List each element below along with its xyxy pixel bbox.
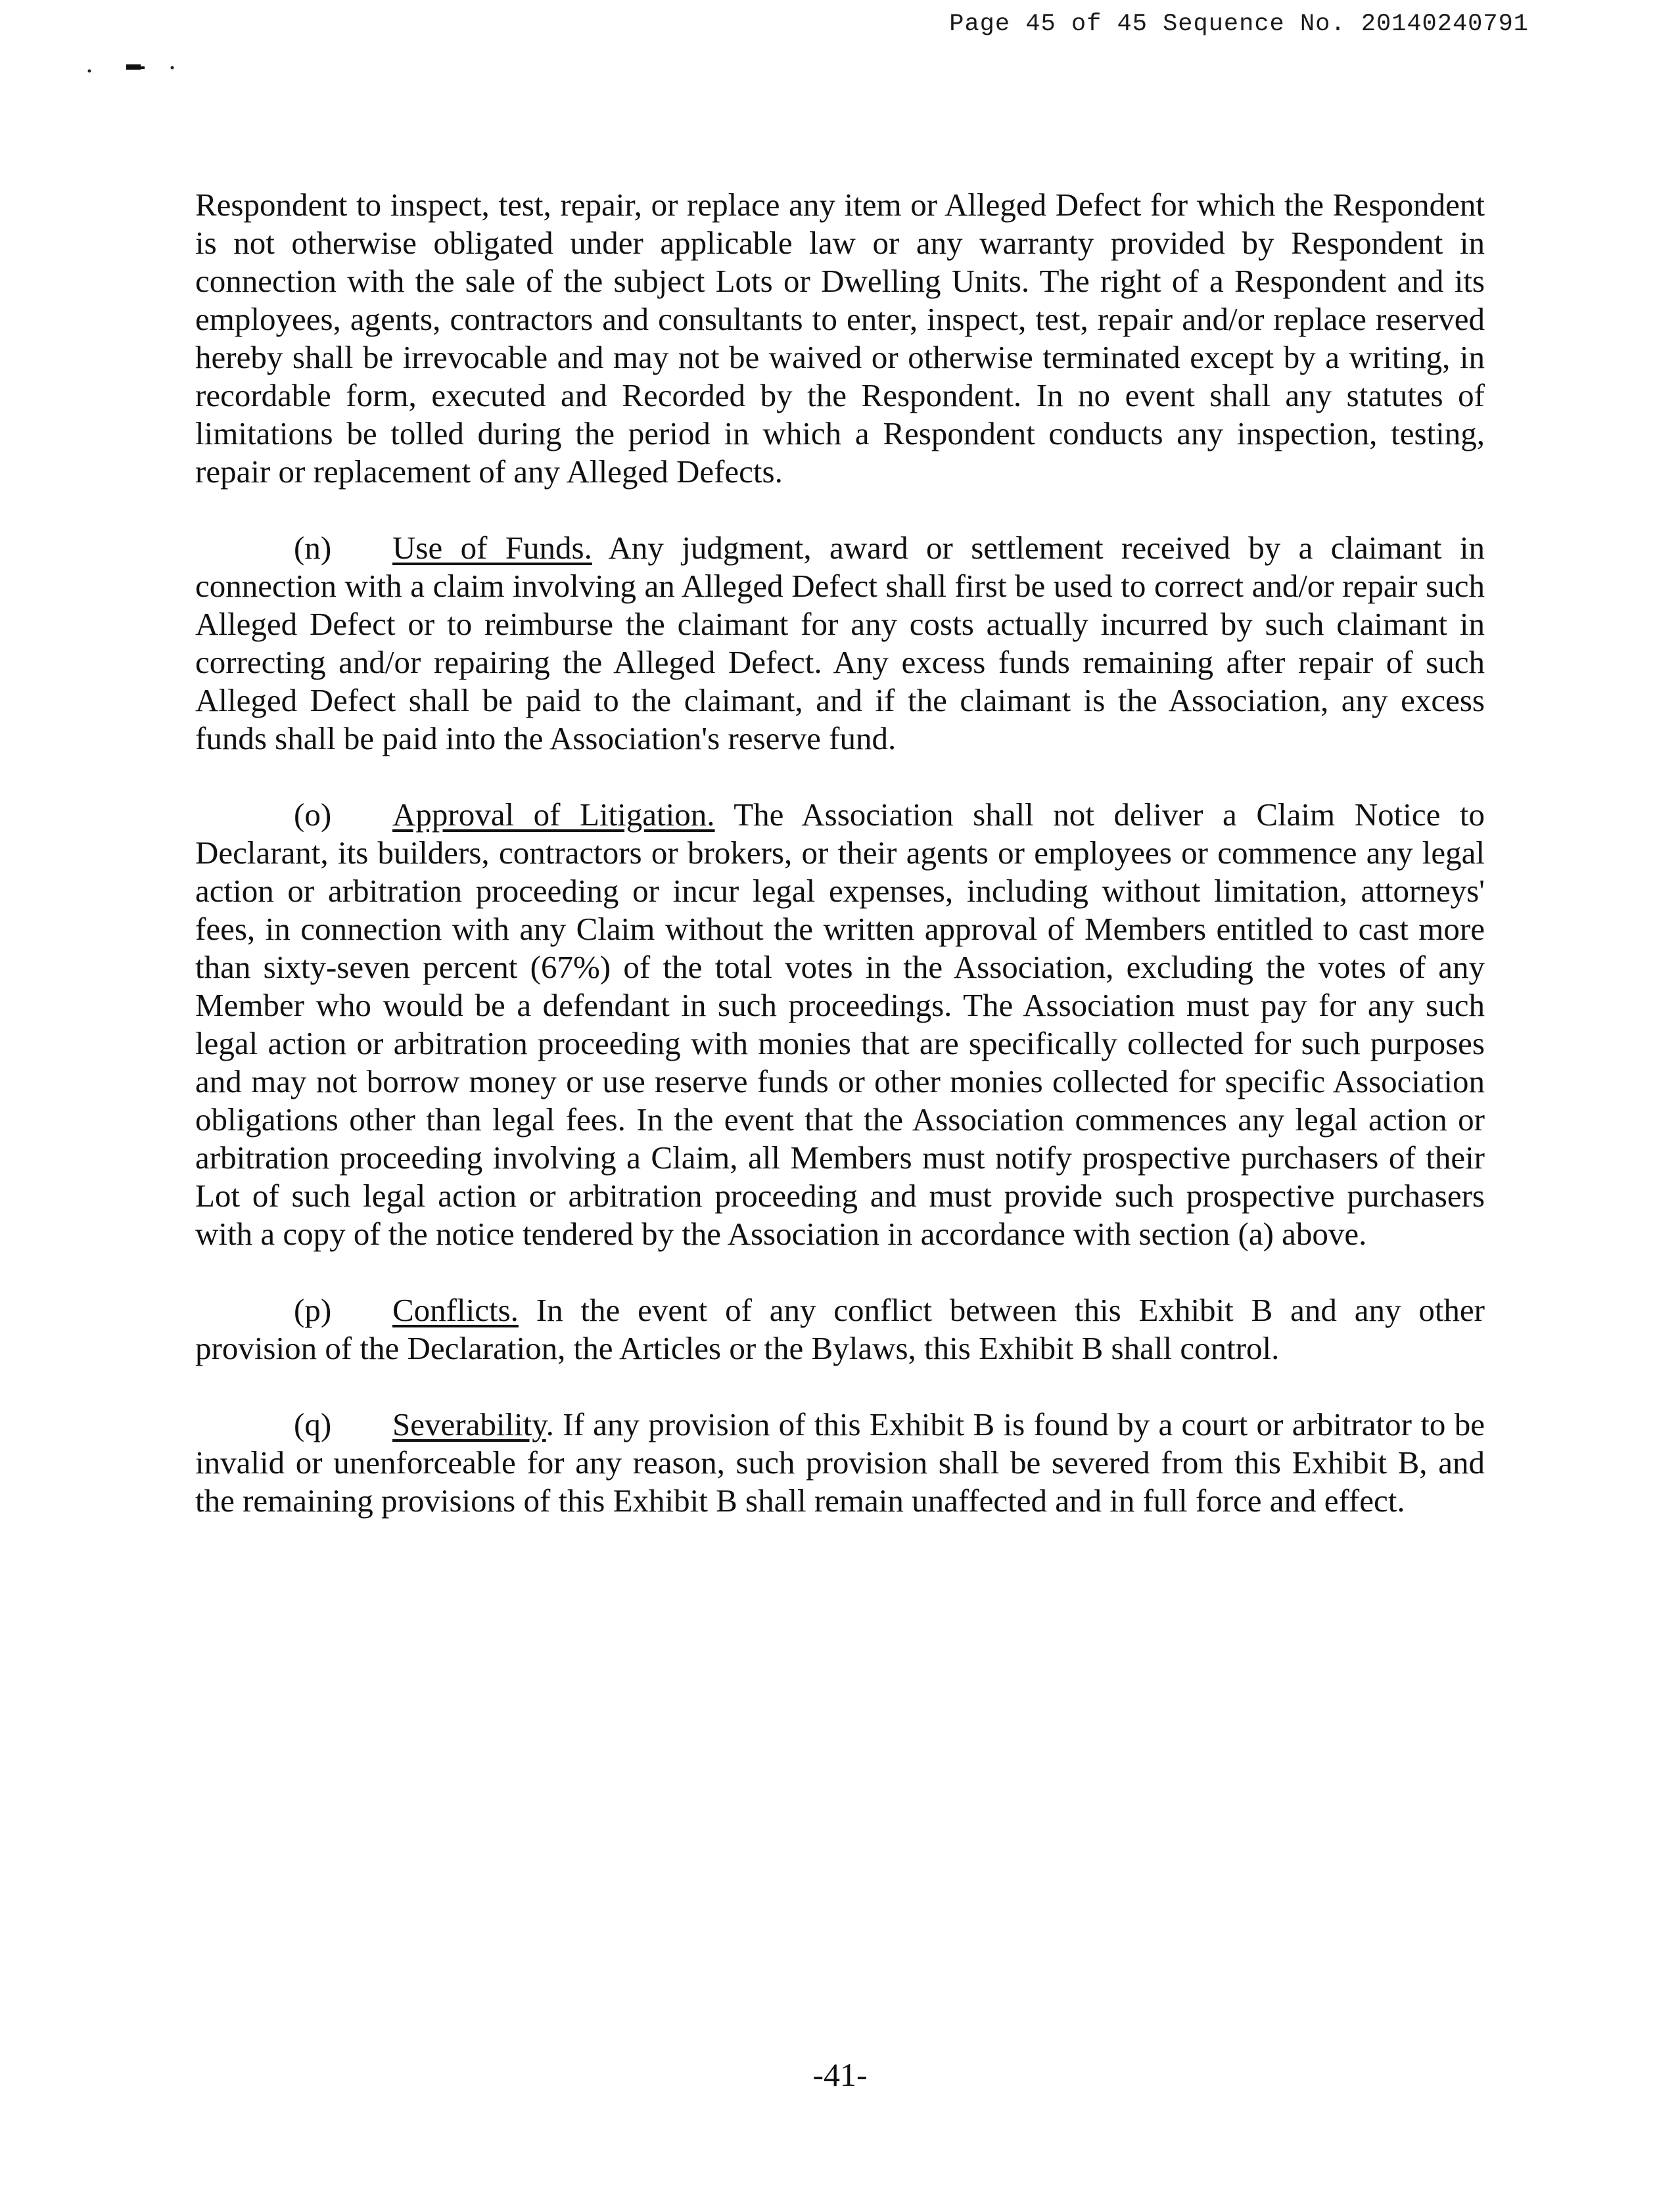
section-q-severability [195, 1406, 1485, 1520]
section-o-approval-of-litigation [195, 796, 1485, 1253]
section-title: Conflicts. [392, 1292, 519, 1328]
section-p-conflicts [195, 1291, 1485, 1368]
section-title: Severability [392, 1406, 546, 1442]
section-label: (n) [294, 530, 332, 566]
section-n-use-of-funds [195, 529, 1485, 758]
section-text: Any judgment, award or settlement received by a claimant in connection with a claim involving an Alleged Defect shall first be used to correct and/or repair such Alleged Defect or to reimburse the claimant for any costs actually incurred by such claimant in correcting and/or repairing the Alleged Defect. Any excess funds remaining after repair of such Alleged Defect shall be paid to the claimant, and if the claimant is the Association, any excess funds shall be paid into the Association's reserve fund. [195, 530, 1485, 756]
section-text: . If any provision of this Exhibit B is found by a court or arbitrator to be invalid or unenforceable for any reason, such provision shall be severed from this Exhibit B, and the remaining provisions of this Exhibit B shall remain unaffected and in full force and effect. [195, 1406, 1485, 1519]
section-title: Use of Funds. [392, 530, 592, 566]
section-text: In the event of any conflict between this Exhibit B and any other provision of the Declaration, the Articles or the Bylaws, this Exhibit B shall control. [195, 1292, 1485, 1366]
continuation-paragraph: Respondent to inspect, test, repair, or replace any item or Alleged Defect for which the Respondent is not otherwise obligated under applicable law or any warranty provided by Respondent in connection with the sale of the subject Lots or Dwelling Units. The right of a Respondent and its employees, agents, contractors and consultants to enter, inspect, test, repair and/or replace reserved hereby shall be irrevocable and may not be waived or otherwise terminated except by a writing, in recordable form, executed and Recorded by the Respondent. In no event shall any statutes of limitations be tolled during the period in which a Respondent conducts any inspection, testing, repair or replacement of any Alleged Defects. [195, 187, 1485, 490]
page-sequence-header: Page 45 of 45 Sequence No. 20140240791 [949, 11, 1529, 38]
section-label: (q) [294, 1406, 332, 1442]
document-body [195, 186, 1485, 1558]
section-title: Approval of Litigation. [392, 796, 715, 833]
section-label: (p) [294, 1292, 332, 1328]
section-text: The Association shall not deliver a Claim Notice to Declarant, its builders, contractors or brokers, or their agents or employees or commence any legal action or arbitration proceeding or incur legal expenses, including without limitation, attorneys' fees, in connection with any Claim without the written approval of Members entitled to cast more than sixty-seven percent (67%) of the total votes in the Association, excluding the votes of any Member who would be a defendant in such proceedings. The Association must pay for any such legal action or arbitration proceeding with monies that are specifically collected for such purposes and may not borrow money or use reserve funds or other monies collected for specific Association obligations other than legal fees. In the event that the Association commences any legal action or arbitration proceeding involving a Claim, all Members must notify prospective purchasers of their Lot of such legal action or arbitration proceeding and must provide such prospective purchasers with a copy of the notice tendered by the Association in accordance with section (a) above. [195, 796, 1485, 1252]
page-number: -41- [812, 2056, 868, 2093]
section-label: (o) [294, 796, 332, 833]
scan-artifact-mark [85, 62, 197, 75]
